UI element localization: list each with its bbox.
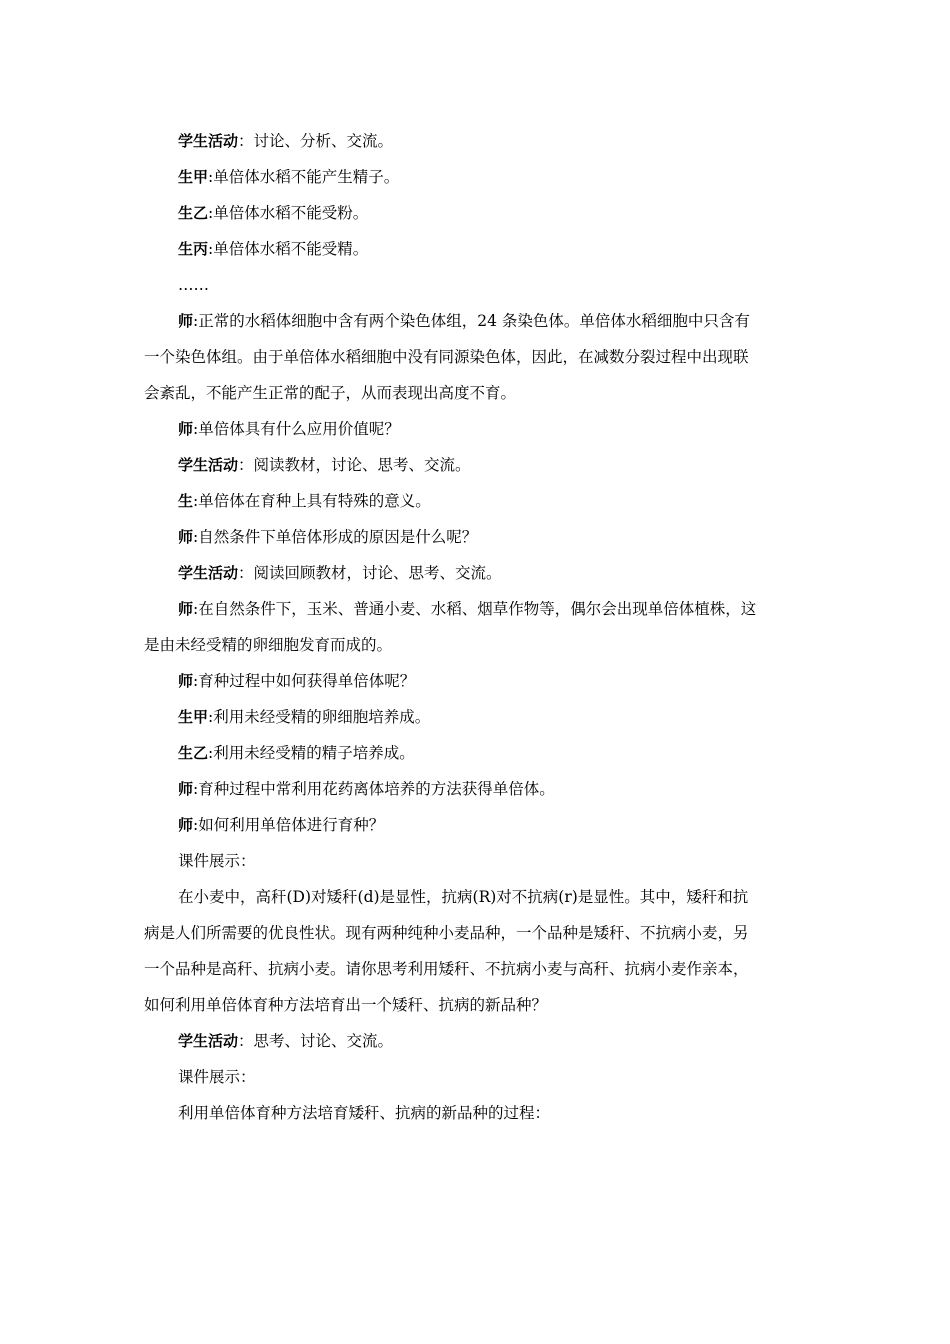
dialogue-text: 阅读回顾教材，讨论、思考、交流。: [253, 564, 502, 582]
speaker-label: 师: [178, 600, 194, 618]
dialogue-line: [144, 411, 806, 447]
problem-paragraph: [144, 879, 806, 1023]
speaker-separator: :: [193, 816, 199, 834]
speaker-separator: :: [193, 420, 199, 438]
courseware-label: 课件展示：: [178, 852, 256, 870]
paragraph-line: 一个品种是高秆、抗病小麦。请你思考利用矮秆、不抗病小麦与高秆、抗病小麦作亲本，: [144, 960, 749, 978]
dialogue-text: 讨论、分析、交流。: [253, 132, 394, 150]
paragraph-text: 在自然条件下，玉米、普通小麦、水稻、烟草作物等，偶尔会出现单倍体植株，这: [198, 600, 757, 618]
process-intro-line: [144, 1095, 806, 1131]
dialogue-line: [144, 663, 806, 699]
speaker-label: 生丙: [178, 240, 209, 258]
ellipsis-text: ……: [178, 276, 209, 294]
paragraph-line: 在小麦中，高秆(D)对矮秆(d)是显性，抗病(R)对不抗病(r)是显性。其中，矮秆和抗: [178, 888, 749, 906]
speaker-label: 师: [178, 816, 194, 834]
speaker-separator: :: [193, 492, 199, 510]
speaker-separator: ：: [238, 132, 254, 150]
speaker-separator: :: [208, 744, 214, 762]
teacher-explanation-paragraph: [144, 591, 806, 663]
dialogue-line: [144, 483, 806, 519]
dialogue-text: 如何利用单倍体进行育种？: [198, 816, 385, 834]
dialogue-text: 单倍体水稻不能受粉。: [213, 204, 369, 222]
dialogue-line: [144, 159, 806, 195]
speaker-label: 生: [178, 492, 194, 510]
dialogue-text: 单倍体水稻不能产生精子。: [213, 168, 400, 186]
dialogue-text: 自然条件下单倍体形成的原因是什么呢？: [198, 528, 478, 546]
dialogue-text: 单倍体具有什么应用价值呢？: [198, 420, 400, 438]
speaker-label: 生乙: [178, 204, 209, 222]
speaker-separator: ：: [238, 1032, 254, 1050]
speaker-label: 学生活动: [178, 564, 239, 582]
dialogue-text: 育种过程中常利用花药离体培养的方法获得单倍体。: [198, 780, 555, 798]
speaker-label: 师: [178, 420, 194, 438]
dialogue-text: 利用未经受精的卵细胞培养成。: [213, 708, 431, 726]
speaker-label: 生甲: [178, 708, 209, 726]
speaker-separator: :: [193, 672, 199, 690]
courseware-heading: [144, 843, 806, 879]
lesson-transcript: [144, 123, 806, 1131]
speaker-label: 师: [178, 780, 194, 798]
paragraph-line: 一个染色体组。由于单倍体水稻细胞中没有同源染色体，因此，在减数分裂过程中出现联: [144, 348, 749, 366]
speaker-label: 师: [178, 528, 194, 546]
speaker-label: 师: [178, 672, 194, 690]
dialogue-text: 思考、讨论、交流。: [253, 1032, 394, 1050]
speaker-separator: :: [193, 600, 199, 618]
speaker-label: 学生活动: [178, 456, 239, 474]
courseware-label: 课件展示：: [178, 1068, 256, 1086]
dialogue-text: 利用未经受精的精子培养成。: [213, 744, 415, 762]
speaker-separator: ：: [238, 456, 254, 474]
dialogue-text: 单倍体在育种上具有特殊的意义。: [198, 492, 431, 510]
speaker-separator: ：: [238, 564, 254, 582]
dialogue-line: [144, 735, 806, 771]
dialogue-line: [144, 555, 806, 591]
dialogue-line: [144, 519, 806, 555]
dialogue-line: [144, 699, 806, 735]
dialogue-text: 阅读教材，讨论、思考、交流。: [253, 456, 471, 474]
dialogue-line: [144, 771, 806, 807]
dialogue-line: [144, 195, 806, 231]
speaker-separator: :: [208, 204, 214, 222]
speaker-separator: :: [208, 240, 214, 258]
paragraph-line: 病是人们所需要的优良性状。现有两种纯种小麦品种，一个品种是矮秆、不抗病小麦，另: [144, 924, 749, 942]
dialogue-line: [144, 807, 806, 843]
teacher-explanation-paragraph: [144, 303, 806, 411]
speaker-label: 生乙: [178, 744, 209, 762]
dialogue-text: 育种过程中如何获得单倍体呢？: [198, 672, 416, 690]
speaker-separator: :: [193, 528, 199, 546]
paragraph-line: [144, 591, 806, 627]
speaker-label: 学生活动: [178, 1032, 239, 1050]
dialogue-line: [144, 231, 806, 267]
paragraph-line: 如何利用单倍体育种方法培育出一个矮秆、抗病的新品种？: [144, 996, 548, 1014]
speaker-separator: :: [208, 168, 214, 186]
paragraph-line: [144, 303, 806, 339]
speaker-separator: :: [208, 708, 214, 726]
speaker-separator: :: [193, 312, 199, 330]
process-intro-text: 利用单倍体育种方法培育矮秆、抗病的新品种的过程：: [178, 1104, 551, 1122]
dialogue-line: [144, 447, 806, 483]
speaker-label: 生甲: [178, 168, 209, 186]
paragraph-line: 是由未经受精的卵细胞发育而成的。: [144, 636, 393, 654]
dialogue-line: [144, 1023, 806, 1059]
paragraph-line: 会紊乱，不能产生正常的配子，从而表现出高度不育。: [144, 384, 517, 402]
paragraph-text: 正常的水稻体细胞中含有两个染色体组，24 条染色体。单倍体水稻细胞中只含有: [198, 312, 750, 330]
speaker-separator: :: [193, 780, 199, 798]
speaker-label: 学生活动: [178, 132, 239, 150]
courseware-heading: [144, 1059, 806, 1095]
dialogue-text: 单倍体水稻不能受精。: [213, 240, 369, 258]
ellipsis-line: [144, 267, 806, 303]
dialogue-line: [144, 123, 806, 159]
speaker-label: 师: [178, 312, 194, 330]
